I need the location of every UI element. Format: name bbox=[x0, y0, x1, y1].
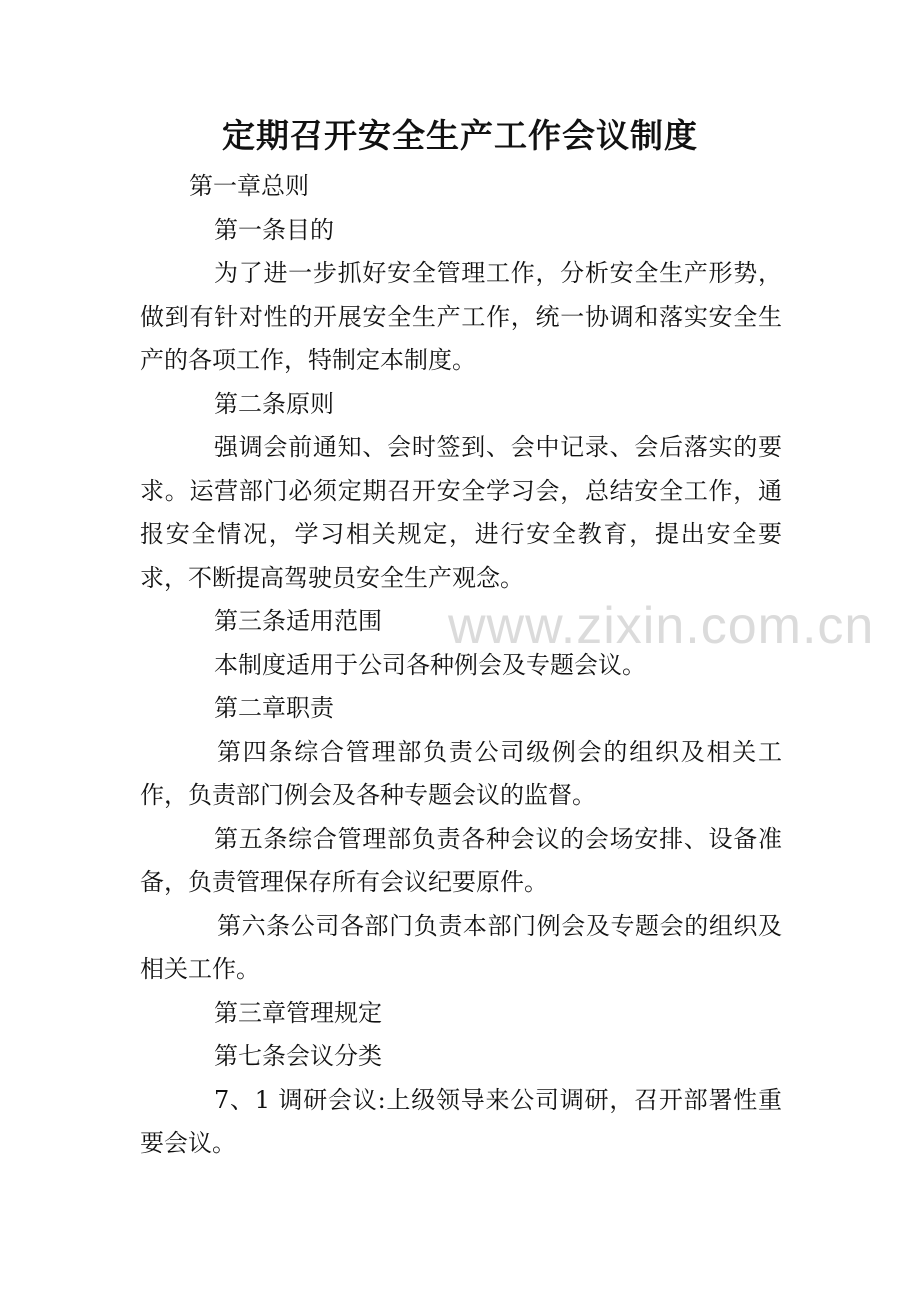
paragraph: 强调会前通知、会时签到、会中记录、会后落实的要求。运营部门必须定期召开安全学习会，总结安全工作，通报安全情况，学习相关规定，进行安全教育，提出安全要求，不断提高驾驶员安全生产观念。 bbox=[140, 433, 782, 592]
chapter-heading: 第二章职责 bbox=[214, 694, 334, 722]
document-body bbox=[140, 165, 782, 1166]
document-title: 定期召开安全生产工作会议制度 bbox=[222, 116, 698, 155]
paragraph: 第五条综合管理部负责各种会议的会场安排、设备准备，负责管理保存所有会议纪要原件。 bbox=[140, 824, 782, 896]
article-heading: 第二条原则 bbox=[214, 389, 334, 418]
article-heading: 第一条目的 bbox=[214, 215, 334, 244]
paragraph: 第四条综合管理部负责公司级例会的组织及相关工作，负责部门例会及各种专题会议的监督。 bbox=[140, 737, 782, 809]
paragraph: 本制度适用于公司各种例会及专题会议。 bbox=[214, 650, 646, 679]
chapter-heading: 第三章管理规定 bbox=[214, 998, 382, 1027]
article-heading: 第三条适用范围 bbox=[214, 607, 382, 635]
article-heading: 第七条会议分类 bbox=[214, 1042, 382, 1070]
chapter-heading: 第一章总则 bbox=[189, 172, 309, 200]
paragraph: 第六条公司各部门负责本部门例会及专题会的组织及相关工作。 bbox=[140, 911, 782, 983]
watermark: www.zixin.com.cn bbox=[448, 597, 875, 655]
paragraph: 为了进一步抓好安全管理工作，分析安全生产形势，做到有针对性的开展安全生产工作，统一协调和落实安全生产的各项工作，特制定本制度。 bbox=[140, 259, 782, 374]
paragraph: 7、1 调研会议:上级领导来公司调研，召开部署性重要会议。 bbox=[140, 1085, 782, 1157]
